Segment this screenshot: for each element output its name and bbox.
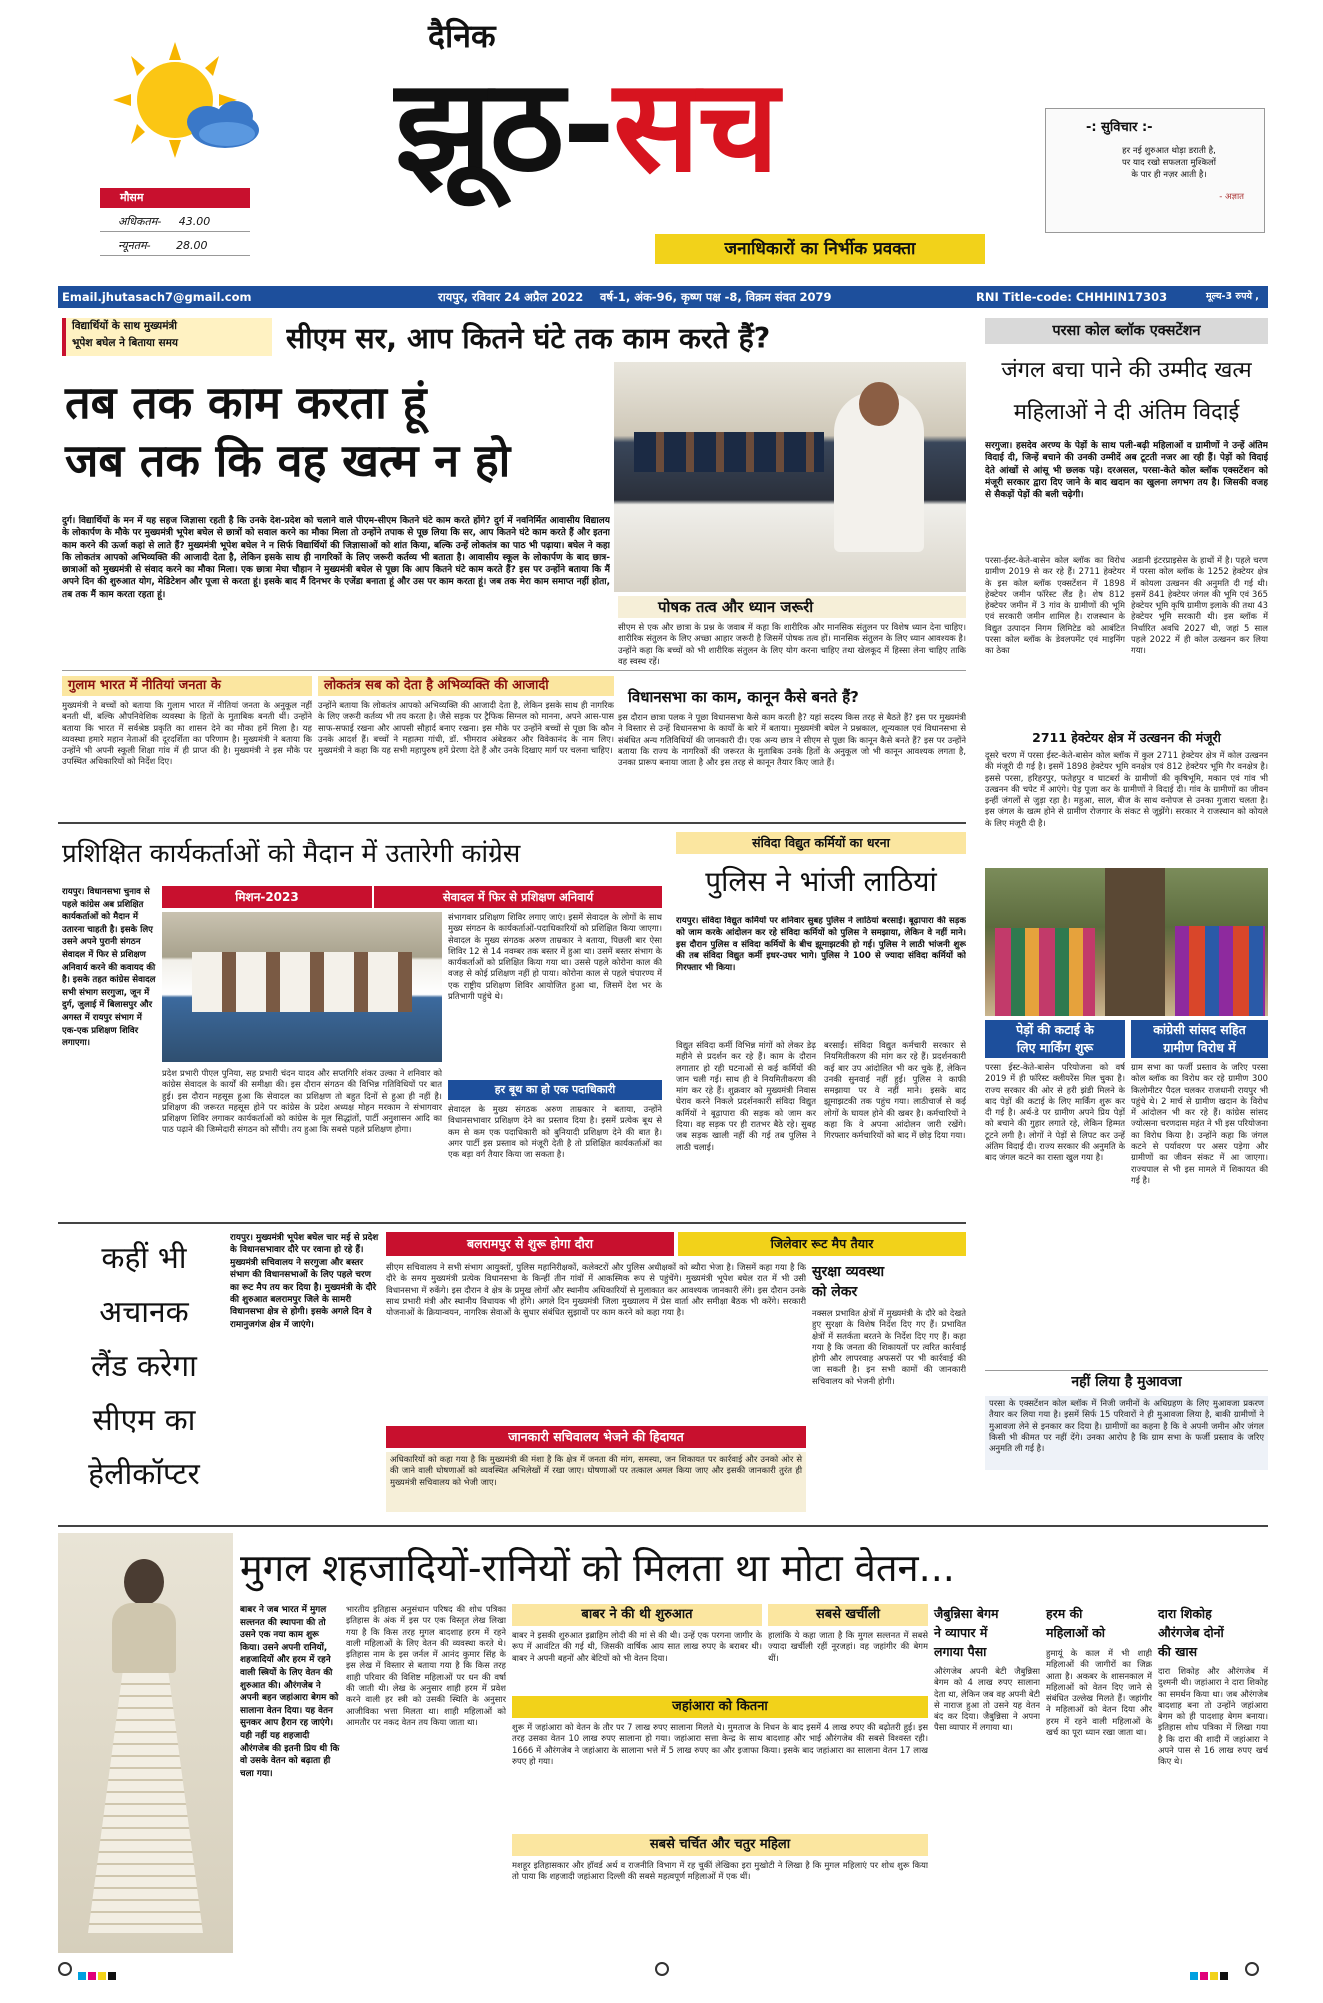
parsa-p2-body: ग्राम सभा का फर्जी प्रस्ताव के जरिए परसा कोल ब्लॉक का विरोध कर रहे ग्रामीण 300 किलोमीटर पैदल चलकर राजधानी रायपुर भी पहुंचे थे। 2 मार्च से ग्रामीण खदान के विरोध में आंदोलन भी कर रहे हैं। कांग्रेस सांसद ज्योत्सना चरणदास महंत ने भी इस परियोजना का विरोध किया है। उन्होंने कहा कि जंगल कटने से पर्यावरण पर असर पड़ेगा और ग्रामीणों का जीवन संकट में आ जाएगा। राज्यपाल से भी इस मामले में शिकायत की गई है। (1131, 1062, 1268, 1185)
parsa-sub-title: 2711 हेक्टेयर क्षेत्र में उत्खनन की मंजूरी (1032, 730, 1221, 745)
suvichar-box (1045, 108, 1265, 233)
parsa-p2-title: कांग्रेसी सांसद सहित ग्रामीण विरोध में (1131, 1020, 1268, 1058)
lead-sub4-body: इस दौरान छात्रा पलक ने पूछा विधानसभा कैसे काम करती है? यहां सदस्य किस तरह से बैठते हैं? इस पर मुख्यमंत्री ने विस्तार से उन्हें विधानसभा के कार्यों के बारे में बताया। मुख्यमंत्री बघेल ने प्रश्नकाल, शून्यकाल एवं विधानसभा से संबंधित अन्य गतिविधियों की जानकारी दी। एक अन्य छात्र ने सीएम से पूछा कि कानून कैसे बनते हैं? इस पर उन्होंने बताया कि राज्य के नागरिकों की जरूरत के मुताबिक उनके हितों के अनुकूल जो भी कानून आवश्यक लगता है, उनका प्रारूप बनाया जाता है और इस तरह से कानून तैयार किए जाते हैं। (618, 712, 966, 768)
congress-booth-title: हर बूथ का हो एक पदाधिकारी (448, 1080, 662, 1100)
heli-body: सीएम सचिवालय ने सभी संभाग आयुक्तों, पुलिस महानिरीक्षकों, कलेक्टरों और पुलिस अधीक्षकों को ब्यौरा भेजा है। जिसमें कहा गया है कि दौरे के समय मुख्यमंत्री प्रत्येक विधानसभा के किन्हीं तीन गांवों में आकस्मिक रूप से पहुंचेंगे। मुख्यमंत्री भूपेश बघेल रात में भी उसी विधानसभा में रुकेंगे। इस दौरान वे क्षेत्र के प्रमुख लोगों और स्थानीय अधिकारियों से मुलाकात कर आवश्यक जानकारी लेंगे। इस दौरान उनके साथ प्रभारी मंत्री और स्थानीय विधायक भी होंगे। अगले दिन मुख्यमंत्री जिला मुख्यालय में प्रेस वार्ता और समीक्षा बैठक भी करेंगे। सरकारी योजनाओं के क्रियान्वयन, नागरिक सेवाओं के सुधार संबंधित सुझावों पर काम करने को कहा गया है। (386, 1262, 806, 1318)
heli-sec-body: नक्सल प्रभावित क्षेत्रों में मुख्यमंत्री के दौरे को देखते हुए सुरक्षा के विशेष निर्देश दिए गए हैं। प्रभावित क्षेत्रों में सतर्कता बरतने के निर्देश दिए गए हैं। कहा गया है कि जनता की शिकायतों पर त्वरित कार्रवाई होगी और लापरवाह अफसरों पर भी कार्रवाई की जा सकती है। इन सभी कामों की जानकारी सचिवालय को भेजनी होगी। (812, 1308, 966, 1386)
weather-label: मौसम (100, 188, 250, 208)
heli-side: रायपुर। मुख्यमंत्री भूपेश बघेल चार मई से प्रदेश के विधानसभावार दौरे पर रवाना हो रहे हैं। मुख्यमंत्री सचिवालय ने सरगुजा और बस्तर संभाग की विधानसभाओं के लिए पहले चरण का रूट मैप तय कर दिया है। मुख्यमंत्री के दौरे की शुरुआत बलरामपुर जिले के सामरी विधानसभा क्षेत्र से होगी। इसके अगले दिन वे रामानुजगंज क्षेत्र में जाएंगे। (230, 1233, 379, 1330)
color-bar-icon (1190, 1965, 1230, 1984)
parsa-sub-body: दूसरे चरण में परसा ईस्ट-केते-बासेन कोल ब्लॉक में कुल 2711 हेक्टेयर क्षेत्र में कोल उत्खनन की मंजूरी दी गई है। इसमें 1898 हेक्टेयर भूमि वनक्षेत्र एवं 812 हेक्टेयर भूमि गैर वनक्षेत्र है। इससे परसा, हरिहरपुर, फतेहपुर व घाटबर्रा के ग्रामीणों की कृषिभूमि, मकान एवं गांव भी उत्खनन की चपेट में आएंगे। पेड़ पूजा कर के ग्रामीणों ने विदाई दी। गांव के ग्रामीणों का जीवन इन्हीं जंगलों से जुड़ा रहा है। महुआ, साल, बीज के साथ वनोपज से उनका गुजारा चलता है। इस जंगल के खत्म होने से ग्रामीण रोजगार के संकट से जूझेंगे। सरकार ने राजस्थान को कोयले के लिए मंजूरी दी है। (985, 750, 1268, 828)
parsa-p1-body: परसा ईस्ट-केते-बासेन परियोजना को वर्ष 2019 में ही फॉरेस्ट क्लीयरेंस मिल चुका है। राज्य सरकार की ओर से हरी झंडी मिलने के बाद पेड़ों की कटाई के लिए मार्किंग शुरू कर दी गई है। अर्थ-डे पर ग्रामीण अपने प्रिय पेड़ों को बचाने की गुहार लगाते रहे, लेकिन हिम्मत टूटने लगी है। लोगों ने पेड़ों से लिपट कर उन्हें अंतिम विदाई दी। राज्य सरकार की अनुमति के बाद जंगल कटने का रास्ता खुल गया है। (985, 1062, 1125, 1163)
mughal-harem-body: हुमायूं के काल में भी शाही महिलाओं की जागीरों का जिक्र आता है। अकबर के शासनकाल में महिलाओं को वेतन दिए जाने से संबंधित उल्लेख मिलते हैं। जहांगीर ने महिलाओं को वेतन दिया और हरम में रहने वाली महिलाओं के खर्च का पूरा ध्यान रखा जाता था। (1046, 1648, 1152, 1738)
parsa-p1-title: पेड़ों की कटाई के लिए मार्किंग शुरू (985, 1020, 1125, 1058)
lead-headline: तब तक काम करता हूं जब तक कि वह खत्म न हो (65, 376, 511, 487)
mughal-dara-body: दारा शिकोह और औरंगजेब में दुश्मनी थी। जहांआरा ने दारा शिकोह का समर्थन किया था। जब औरंगजेब बादशाह बना तो उन्होंने जहांआरा बेगम को ही पादशाह बेगम बनाया। इतिहास शोध पत्रिका में लिखा गया है कि दारा की शादी में जहांआरा ने अपने पास से 16 लाख रुपए खर्च किए थे। (1158, 1666, 1268, 1767)
mughal-last-title: सबसे चर्चित और चतुर महिला (512, 1834, 928, 1856)
temp-max (100, 212, 250, 232)
heli-headline: कहीं भी अचानक लैंड करेगा सीएम का हेलीकॉप्टर (88, 1241, 200, 1492)
mughal-khan-body: हालांकि ये कहा जाता है कि मुगल सल्तनत में सबसे ज्यादा खर्चीली रहीं नूरजहां। वह जहांगीर की बेगम थीं। (768, 1630, 928, 1663)
mughal-zeb-title: जैबुन्निसा बेगम ने व्यापार में लगाया पैसा (934, 1606, 999, 1659)
lead-photo (614, 362, 966, 592)
info-bar (58, 286, 1268, 308)
temp-min (100, 236, 250, 256)
masthead-title-a: झूठ- (395, 52, 614, 201)
masthead-tagline: जनाधिकारों का निर्भीक प्रवक्ता (655, 234, 985, 264)
lead-sub3-title: पोषक तत्व और ध्यान जरूरी (618, 596, 966, 618)
heli-info-title: जानकारी सचिवालय भेजने की हिदायत (386, 1426, 806, 1448)
mughal-babur-body: बाबर ने इसकी शुरुआत इब्राहिम लोदी की मां से की थी। उन्हें एक परगना जागीर के रूप में आवंटित की गई थी, जिसकी वार्षिक आय सात लाख रुपए के बराबर थी। बाबर ने अपनी बहनों और बेटियों को भी वेतन दिया। (512, 1630, 762, 1663)
mughal-dara-title: दारा शिकोह औरंगजेब दोनों की खास (1158, 1606, 1224, 1659)
parsa-banner: परसा कोल ब्लॉक एक्सटेंशन (985, 318, 1268, 344)
mughal-jahan-body: शुरू में जहांआरा को वेतन के तौर पर 7 लाख रुपए सालाना मिलते थे। मुमताज के निधन के बाद इसमें 4 लाख रुपए की बढ़ोतरी हुई। इस तरह उसका वेतन 10 लाख रुपए सालाना हो गया। जहांआरा सत्ता केन्द्र के साथ बादशाह और भाई औरंगजेब की सबसे विश्वस्त रही। 1666 में औरंगजेब ने जहांआरा के सालाना भत्ते में 5 लाख रुपए का और इजाफा किया। इसके बाद जहांआरा का सालाना वेतन 17 लाख रुपए हो गया। (512, 1722, 928, 1766)
lead-body: दुर्ग। विद्यार्थियों के मन में यह सहज जिज्ञासा रहती है कि उनके देश-प्रदेश को चलाने वाले पीएम-सीएम कितने घंटे काम करते होंगे? दुर्ग में नवनिर्मित आवासीय विद्यालय के लोकार्पण के मौके पर मुख्यमंत्री भूपेश बघेल से छात्रों को सवाल करने का मौका मिला तो उन्होंने तपाक से पूछ लिया कि सर, आप कितने घंटे काम करते हैं और इतना काम करने की ऊर्जा कहां से लाते हैं? मुख्यमंत्री भूपेश बघेल ने न सिर्फ विद्यार्थियों की जिज्ञासाओं को शांत किया, बल्कि उन्हें लोकतंत्र का पाठ भी पढ़ाया। बघेल ने कहा कि लोकतंत्र आपको अभिव्यक्ति की आजादी देता है, लेकिन इसके साथ ही नागरिकों के लिए जरूरी कर्तव्य भी बताता है। आवासीय स्कूल के लोकार्पण के बाद छात्र-छात्राओं को मुख्यमंत्री से संवाद करने का मौका मिला। एक छात्रा मेघा चौहान ने मुख्यमंत्री बघेल से पूछा कि आप कितने घंटे काम करते हैं? इस पर उन्होंने बताया कि मैं अपने दिन की शुरुआत योग, मेडिटेशन और पूजा से करता हूं। इसके बाद मैं दिनभर के एजेंडा बनाता हूं और उस पर काम करता हूं। जब तक मेरा काम समाप्त नहीं होता, तब तक मैं काम करता रहता हूं। (62, 516, 610, 600)
temp-max-value: 43.00 (178, 215, 211, 228)
masthead-title-b: सच (613, 52, 778, 201)
registration-mark-icon (655, 1962, 669, 1976)
police-col1: विद्युत संविदा कर्मी विभिन्न मांगों को लेकर डेढ़ महीने से प्रदर्शन कर रहे हैं। काम के दौरान लगातार हो रही घटनाओं से कई कर्मियों की जान चली गई। साथ ही वे नियमितीकरण की मांग कर रहे हैं। शुक्रवार को मुख्यमंत्री निवास घेराव करने निकले प्रदर्शनकारी संविदा विद्युत कर्मियों ने बूढ़ापारा की सड़क को जाम कर दिया। वह सड़क पर ही रातभर बैठे रहे। सुबह जब सड़क खाली नहीं की गई तब पुलिस ने लाठी चलाई। (676, 1040, 816, 1152)
heli-info-body: अधिकारियों को कहा गया है कि मुख्यमंत्री की मंशा है कि क्षेत्र में जनता की मांग, समस्या, जन शिकायत पर कार्रवाई और उनको ओर से की जाने वाली घोषणाओं को व्यवस्थित अभिलेखों में रखा जाए। घोषणाओं पर तत्काल अमल किया जाए और इसकी जानकारी तुरंत ही मुख्यमंत्री सचिवालय को भेजी जाए। (386, 1452, 806, 1512)
info-issue: वर्ष-1, अंक-96, कृष्ण पक्ष -8, विक्रम संवत 2079 (600, 290, 832, 304)
masthead-title (395, 52, 1005, 202)
registration-mark-icon (58, 1962, 72, 1976)
congress-photo (162, 912, 442, 1062)
parsa-box-title: नहीं लिया है मुआवजा (985, 1370, 1268, 1392)
congress-headline: प्रशिक्षित कार्यकर्ताओं को मैदान में उतारेगी कांग्रेस (62, 839, 521, 869)
lead-sub2-body: उन्होंने बताया कि लोकतंत्र आपको अभिव्यक्ति की आजादी देता है, लेकिन इसके साथ ही नागरिक के लिए जरूरी कर्तव्य भी तय करता है। जैसे सड़क पर ट्रैफिक सिग्नल को मानना, अपने आस-पास साफ-सफाई रखना और आपसी सौहार्द बनाए रखना। इस मौके पर उन्होंने बच्चों से पूछा कि कौन उनके आदर्श हैं। बच्चों ने महात्मा गांधी, डॉ. भीमराव अंबेडकर और विवेकानंद के नाम लिए। मुख्यमंत्री ने कहा कि यह सभी महापुरुष हमें प्रेरणा देते हैं और उनके दिखाए मार्ग पर चलना चाहिए। (318, 700, 614, 756)
registration-mark-icon (1245, 1962, 1259, 1976)
info-rni: RNI Title-code: CHHHIN17303 (976, 290, 1168, 304)
lead-sub1-title: गुलाम भारत में नीतियां जनता के (62, 676, 312, 696)
weather-widget (95, 38, 270, 188)
mughal-headline: मुगल शहजादियों-रानियों को मिलता था मोटा वेतन... (240, 1546, 955, 1590)
info-email[interactable]: Email.jhutasach7@gmail.com (62, 290, 252, 304)
mughal-last-body: मशहूर इतिहासकार और हॉवर्ड अर्थ व राजनीति विभाग में रह चुकीं लेखिका इरा मुखोटी ने लिखा है कि मुगल महिलाएं पर शोध शुरू किया तो पाया कि शहजादी जहांआरा दिल्ली की सबसे महत्वपूर्ण महिलाओं में एक थीं। (512, 1860, 928, 1882)
heli-tab2: जिलेवार रूट मैप तैयार (678, 1232, 966, 1256)
lead-question: सीएम सर, आप कितने घंटे तक काम करते हैं? (286, 322, 771, 355)
temp-max-label: अधिकतम- (118, 215, 162, 228)
parsa-headline: जंगल बचा पाने की उम्मीद खत्म महिलाओं ने दी अंतिम विदाई (1001, 358, 1252, 425)
mughal-jahan-title: जहांआरा को कितना (512, 1696, 928, 1718)
mughal-harem-title: हरम की महिलाओं को (1046, 1606, 1106, 1640)
color-bar-icon (78, 1965, 118, 1984)
parsa-photo (985, 868, 1268, 1016)
lead-sub3-body: सीएम से एक और छात्रा के प्रश्न के जवाब में कहा कि शारीरिक और मानसिक संतुलन पर विशेष ध्यान देना चाहिए। शारीरिक संतुलन के लिए अच्छा आहार जरूरी है जिसमें पोषक तत्व हों। मानसिक संतुलन के लिए ध्यान आवश्यक है। उन्होंने कहा कि बच्चों को भी शारीरिक संतुलन के लिए योग करना चाहिए तथा खेलकूद में हिस्सा लेना चाहिए ताकि वह स्वस्थ रहें। (618, 622, 966, 666)
parsa-col2: अडानी इंटरप्राइसेस के हाथों में है। पहले चरण में परसा कोल ब्लॉक के 1252 हेक्टेयर क्षेत्र में कोयला उत्खनन की अनुमति दी गई थी। इसमें 841 हेक्टेयर जंगल की भूमि एवं 365 हेक्टेयर भूमि कृषि ग्रामीण इलाके की तथा 43 हेक्टेयर भूमि सरकारी थी। इस ब्लॉक में निर्धारित अवधि 2027 थी, जहां 5 साल पहले 2022 में ही कोल उत्खनन कर लिया गया। (1131, 555, 1268, 656)
police-lead: रायपुर। संविदा विद्युत कर्मियों पर शनिवार सुबह पुलिस ने लाठियां बरसाईं। बूढ़ापारा की सड़क को जाम करके आंदोलन कर रहे संविदा कर्मियों को पुलिस ने समझाया, लेकिन वे नहीं माने। इस दौरान पुलिस व संविदा कर्मियों के बीच झूमाझटकी हो गई। पुलिस ने लाठी भांजनी शुरू की तब संविदा विद्युत कर्मी इधर-उधर भागे। पुलिस ने 100 से ज्यादा संविदा कर्मियों को गिरफ्तार भी किया। (676, 916, 966, 974)
temp-min-value: 28.00 (176, 239, 208, 252)
congress-mission: मिशन-2023 (162, 886, 372, 908)
masthead-daily: दैनिक (428, 17, 496, 55)
info-price: मूल्य-3 रुपये , (1206, 291, 1259, 302)
lead-sub2-title: लोकतंत्र सब को देता है अभिव्यक्ति की आजादी (318, 676, 614, 696)
mughal-zeb-body: औरंगजेब अपनी बेटी जैबुन्निसा बेगम को 4 लाख रुपए सालाना देता था, लेकिन जब वह अपनी बेटी से नाराज हुआ तो उसने यह वेतन बंद कर दिया। जैबुन्निसा ने अपना पैसा व्यापार में लगाया था। (934, 1666, 1040, 1733)
info-date: रायपुर, रविवार 24 अप्रैल 2022 (438, 290, 584, 304)
congress-body1: प्रदेश प्रभारी पीएल पुनिया, सह प्रभारी चंदन यादव और सप्तगिरि शंकर उल्का ने शनिवार को कांग्रेस सेवादल के कार्यों की समीक्षा की। इस दौरान संगठन की विभिन्न गतिविधियों पर बात हुई। इस दौरान महसूस हुआ कि सेवादल का प्रशिक्षण तो बहुत दिनों से हुआ ही नहीं है। प्रशिक्षण की जरूरत महसूस होने पर कांग्रेस के प्रदेश अध्यक्ष मोहन मरकाम ने संभागवार प्रशिक्षण शिविर लगाकर कार्यकर्ताओं को कांग्रेस के मूल सिद्धांतों, पार्टी अनुशासन आदि का पाठ पढ़ाने की जिम्मेदारी संगठन को सौंपी। तय हुआ कि सबसे पहले प्रशिक्षण होगा। (162, 1068, 442, 1135)
temp-min-label: न्यूनतम- (118, 239, 151, 252)
lead-sub1-body: मुख्यमंत्री ने बच्चों को बताया कि गुलाम भारत में नीतियां जनता के अनुकूल नहीं बनती थीं, बल्कि औपनिवेशिक व्यवस्था के हितों के मुताबिक बनती थीं। उन्होंने बताया कि भारत में सर्वश्रेष्ठ प्रकृति का शासन देने का मौका हमें मिला है। यह व्यवस्था हमारे महान नेताओं की दूरदर्शिता का परिणाम है। मुख्यमंत्री ने बताया कि उन्होंने भी अपनी स्कूली शिक्षा गांव में ही प्राप्त की है। मुख्यमंत्री ने इस मौके पर उपस्थित अधिकारियों को निर्देश दिए। (62, 700, 312, 767)
mughal-side: बाबर ने जब भारत में मुगल सल्तनत की स्थापना की तो उसने एक नया काम शुरू किया। उसने अपनी रानियों, शहजादियों और हरम में रहने वाली स्त्रियों के लिए वेतन की शुरुआत की। औरंगजेब ने अपनी बहन जहांआरा बेगम को सालाना वेतन दिया। यह वेतन सुनकर आप हैरान रह जाएंगे। यही नहीं यह शहजादी औरंगजेब की इतनी प्रिय थी कि वो उसके वेतन को बढ़ाता ही चला गया। (240, 1605, 340, 1779)
police-col2: बरसाईं। संविदा विद्युत कर्मचारी सरकार से नियमितीकरण की मांग कर रहे हैं। प्रदर्शनकारी कई बार उप आंदोलित भी कर चुके हैं, लेकिन उनकी सुनवाई नहीं हुई। पुलिस ने काफी समझाया पर वे नहीं माने। इसके बाद झूमाझटकी तक पहुंच गया। लाठीचार्ज से कई लोगों के घायल होने की खबर है। कर्मचारियों ने कहा कि वे अपना आंदोलन जारी रखेंगे। गिरफ्तार कर्मचारियों को बाद में छोड़ दिया गया। (824, 1040, 966, 1141)
lead-sub4-title: विधानसभा का काम, कानून कैसे बनते हैं? (628, 688, 859, 706)
mughal-col1: भारतीय इतिहास अनुसंधान परिषद की शोध पत्रिका इतिहास के अंक में इस पर एक विस्तृत लेख लिखा गया है कि किस तरह मुगल बादशाह हरम में रहने वाली महिलाओं के लिए वेतन की व्यवस्था करते थे। इतिहास नाम के इस जर्नल में आनंद कुमार सिंह के इस लेख में विस्तार से बताया गया है कि किस तरह शाही परिवार की विशिष्ट महिलाओं पर धन की वर्षा की जाती थी। लेख के अनुसार शाही हरम में प्रवेश करने वाली हर स्त्री को उसकी स्थिति के अनुसार आजीविका भत्ता मिलता था। शाही महिलाओं को आमतौर पर नकद वेतन तय किया जाता था। (346, 1604, 506, 1727)
parsa-box-body: परसा के एक्सटेंशन कोल ब्लॉक में निजी जमीनों के अधिग्रहण के लिए मुआवजा प्रकरण तैयार कर लिया गया है। इसमें सिर्फ 15 परिवारों ने ही मुआवजा लिया है, बाकी ग्रामीणों ने मुआवजा लेने से इनकार कर दिया है। ग्रामीणों का कहना है कि वे अपनी जमीन और जंगल किसी भी कीमत पर नहीं देंगे। उनका आरोप है कि ग्राम सभा के फर्जी प्रस्ताव के जरिए अनुमति ली गई है। (985, 1396, 1268, 1470)
congress-mission-sub: सेवादल में फिर से प्रशिक्षण अनिवार्य (372, 886, 662, 908)
lead-kicker: विद्यार्थियों के साथ मुख्यमंत्री भूपेश बघेल ने बिताया समय (62, 318, 272, 356)
parsa-col1: परसा-ईस्ट-केते-बासेन कोल ब्लॉक का विरोध ग्रामीण 2019 से कर रहे हैं। 2711 हेक्टेयर के इस कोल ब्लॉक एक्सटेंशन में 1898 हेक्टेयर जमीन फॉरेस्ट लैंड है। शेष 812 हेक्टेयर जमीन में 3 गांव के ग्रामीणों की भूमि एवं सरकारी जमीन शामिल है। राजस्थान के विद्युत उत्पादन निगम लिमिटेड को आबंटित परसा कोल ब्लॉक के डेवलपमेंट एवं माइनिंग का ठेका (985, 555, 1125, 656)
police-banner: संविदा विद्युत कर्मियों का धरना (676, 832, 966, 854)
mughal-khan-title: सबसे खर्चीली (768, 1604, 928, 1626)
congress-body2: संभागवार प्रशिक्षण शिविर लगाए जाएं। इसमें सेवादल के लोगों के साथ मुख्य संगठन के कार्यकर्ताओं-पदाधिकारियों को प्रशिक्षित किया जाएगा। सेवादल के मुख्य संगठक अरुण ताम्रकार ने बताया, पिछली बार ऐसा शिविर 12 से 14 नवम्बर तक बस्तर में हुआ था। उसमें बस्तर संभाग के कार्यकर्ताओं को प्रशिक्षित किया गया था। उससे पहले कोरोना काल की वजह से कोई प्रशिक्षण नहीं हो पाया। कोरोना काल से पहले चंपारण्य में एक राष्ट्रीय प्रशिक्षण शिविर आयोजित हुआ था, जिसमें देश भर के प्रतिभागी पहुंचे थे। (448, 912, 662, 1002)
suvichar-title: -: सुविचार :- (1086, 120, 1153, 135)
parsa-lead: सरगुजा। हसदेव अरण्य के पेड़ों के साथ पली-बढ़ी महिलाओं व ग्रामीणों ने उन्हें अंतिम विदाई दी, जिन्हें बचाने की उनकी उम्मीदें अब टूटती नजर आ रही हैं। पेड़ों को विदाई देते आंखों से आंसू भी छलक पड़े। दरअसल, परसा-केते कोल ब्लॉक एक्सटेंशन को मंजूरी सरकार द्वारा दिए जाने के बाद खदान का खुलना लगभग तय है। जिसकी वजह से सैकड़ों पेड़ों की बली चढ़ेगी। (985, 441, 1268, 501)
mughal-portrait (58, 1533, 233, 1953)
mughal-babur-title: बाबर ने की थी शुरुआत (512, 1604, 762, 1626)
suvichar-author: - अज्ञात (1219, 192, 1244, 202)
heli-tab1: बलरामपुर से शुरू होगा दौरा (386, 1232, 674, 1256)
heli-sec-title: सुरक्षा व्यवस्था को लेकर (812, 1264, 885, 1300)
suvichar-text: हर नई शुरुआत थोड़ा डराती है, पर याद रखो सफलता मुश्किलों के पार ही नज़र आती है। (1121, 146, 1217, 180)
sun-cloud-icon (95, 38, 270, 178)
police-headline: पुलिस ने भांजी लाठियां (705, 865, 937, 898)
congress-booth-body: सेवादल के मुख्य संगठक अरुण ताम्रकार ने बताया, उन्होंने विधानसभावार प्रशिक्षण देने का प्रस्ताव दिया है। इसमें प्रत्येक बूथ से कम से कम एक पदाधिकारी को बुनियादी प्रशिक्षण देने की बात है। अगर पार्टी इस प्रस्ताव को मंजूरी देती है तो प्रशिक्षित कार्यकर्ताओं का एक बड़ा वर्ग तैयार किया जा सकता है। (448, 1104, 662, 1160)
congress-side: रायपुर। विधानसभा चुनाव से पहले कांग्रेस अब प्रशिक्षित कार्यकर्ताओं को मैदान में उतारना चाहती है। इसके लिए उसने अपने पुरानी संगठन सेवादल में फिर से प्रशिक्षण अनिवार्य करने की कवायद की है। इसके तहत कांग्रेस सेवादल सभी संभाग सरगुजा, जून में दुर्ग, जुलाई में बिलासपुर और अगस्त में रायपुर संभाग में एक-एक प्रशिक्षण शिविर लगाएगा। (62, 887, 156, 1049)
